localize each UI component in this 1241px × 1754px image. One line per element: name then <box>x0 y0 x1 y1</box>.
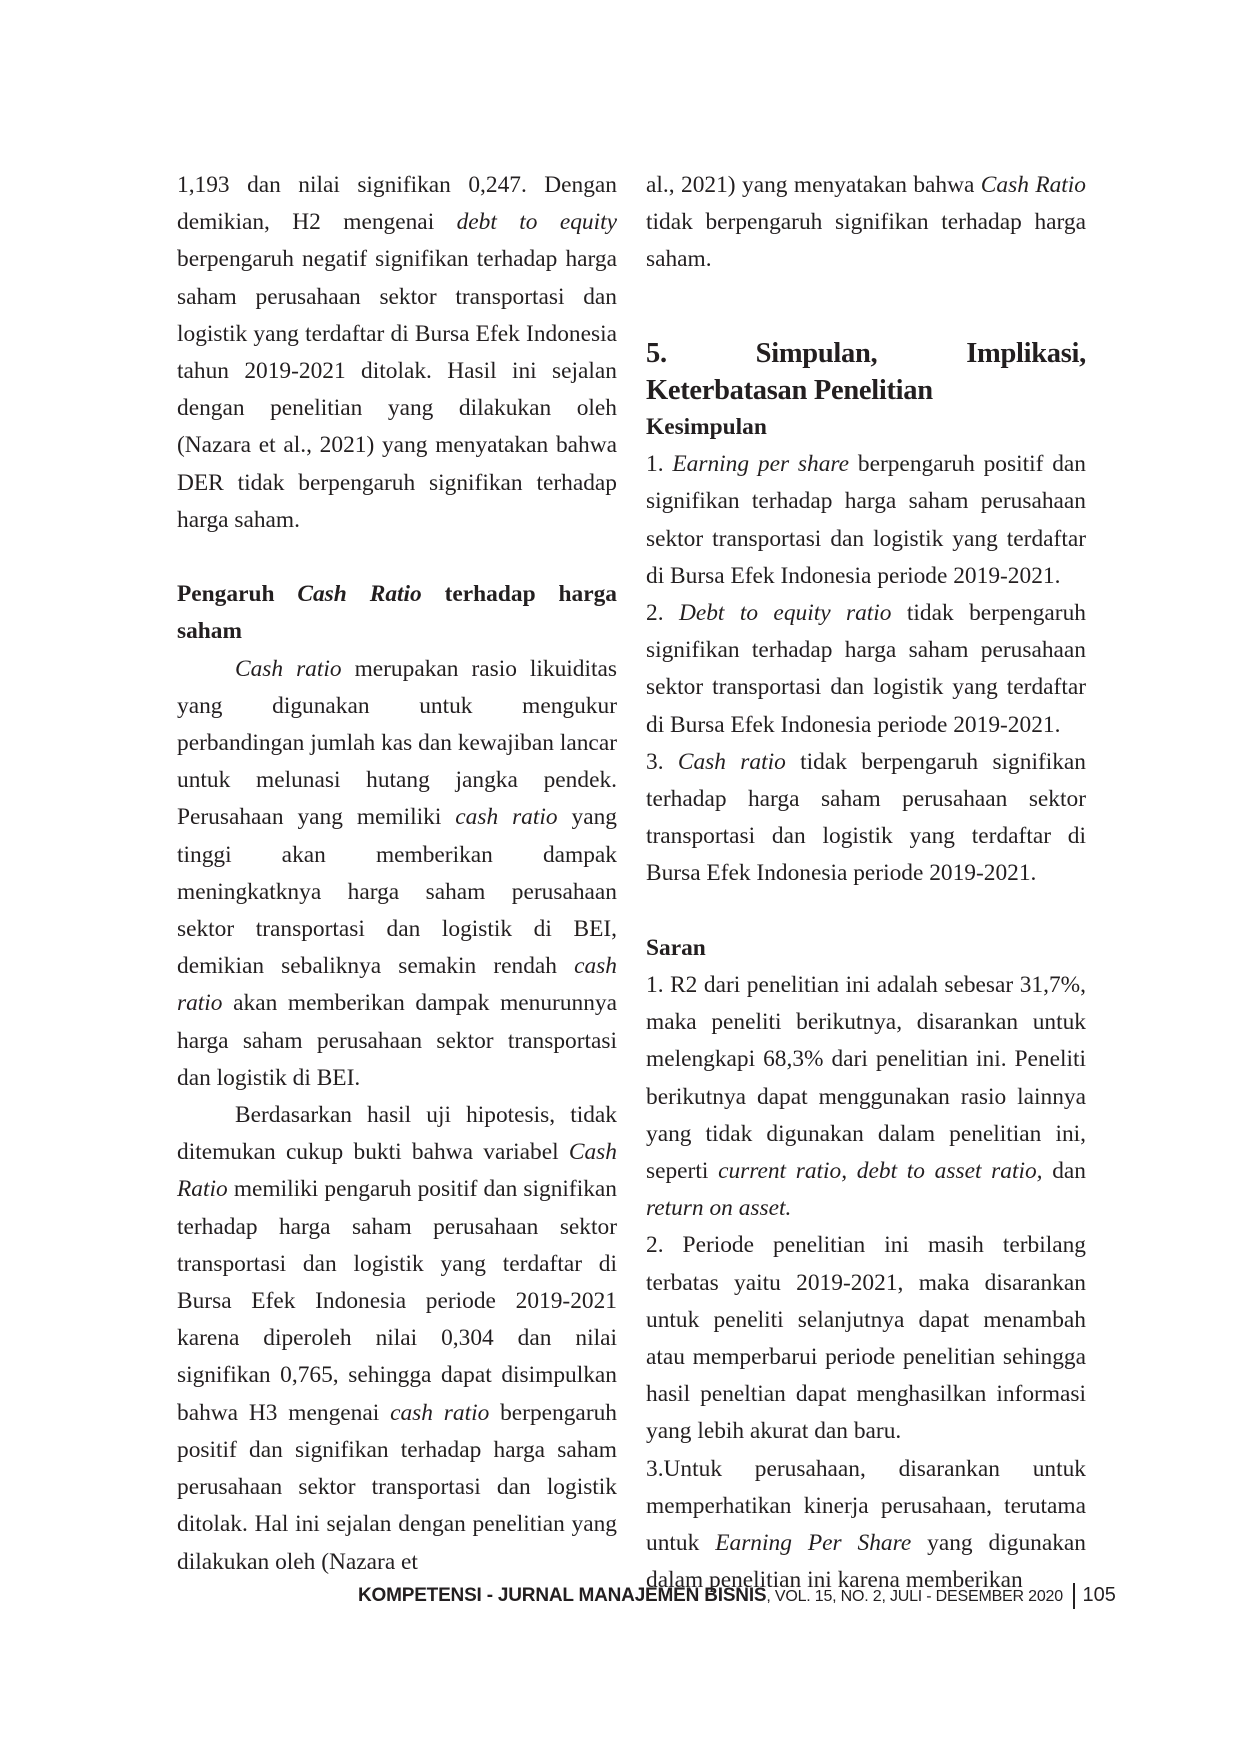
left-column <box>177 167 617 1581</box>
journal-name: KOMPETENSI - JURNAL MANAJEMEN BISNIS <box>358 1585 767 1606</box>
list-item: 3.Untuk perusahaan, disarankan untuk memperhatikan kinerja perusahaan, terutama untuk Earning Per Share yang digunakan dalam penelitian ini karena memberikan <box>646 1455 1086 1594</box>
subsection-heading: Saran <box>646 934 706 961</box>
page-number: 105 <box>1082 1584 1116 1606</box>
section-title: 5. Simpulan, Implikasi, Keterbatasan Penelitian <box>646 337 1086 406</box>
page-footer <box>358 1577 1158 1613</box>
paragraph: Berdasarkan hasil uji hipotesis, tidak ditemukan cukup bukti bahwa variabel Cash Ratio memiliki pengaruh positif dan signifikan terhadap harga saham perusahaan sektor transportasi dan logistik yang terdaftar di Bursa Efek Indonesia periode 2019-2021 karena diperoleh nilai 0,304 dan nilai signifikan 0,765, sehingga dapat disimpulkan bahwa H3 mengenai cash ratio berpengaruh positif dan signifikan terhadap harga saham perusahaan sektor transportasi dan logistik ditolak. Hal ini sejalan dengan penelitian yang dilakukan oleh (Nazara et <box>177 1102 617 1575</box>
paragraph: al., 2021) yang menyatakan bahwa Cash Ratio tidak berpengaruh signifikan terhadap harga saham. <box>646 172 1086 273</box>
list-item: 1. R2 dari penelitian ini adalah sebesar 31,7%, maka peneliti berikutnya, disarankan untuk melengkapi 68,3% dari penelitian ini. Peneliti berikutnya dapat menggunakan rasio lainnya yang tidak digunakan dalam penelitian ini, seperti current ratio, debt to asset ratio, dan return on asset. <box>646 972 1086 1222</box>
right-column <box>646 167 1086 1600</box>
list-item: 1. Earning per share berpengaruh positif dan signifikan terhadap harga saham perusahaan sektor transportasi dan logistik yang terdaftar di Bursa Efek Indonesia periode 2019-2021. <box>646 451 1086 589</box>
subsection-heading: Pengaruh Cash Ratio terhadap harga saham <box>177 581 617 645</box>
subsection-heading: Kesimpulan <box>646 414 767 441</box>
list-item: 2. Debt to equity ratio tidak berpengaruh signifikan terhadap harga saham perusahaan sektor transportasi dan logistik yang terdaftar di Bursa Efek Indonesia periode 2019-2021. <box>646 600 1086 738</box>
footer-divider <box>1073 1583 1075 1609</box>
paragraph: Cash ratio merupakan rasio likuiditas yang digunakan untuk mengukur perbandingan jumlah kas dan kewajiban lancar untuk melunasi hutang jangka pendek. Perusahaan yang memiliki cash ratio yang tinggi akan memberikan dampak meningkatknya harga saham perusahaan sektor transportasi dan logistik di BEI, demikian sebaliknya semakin rendah cash ratio akan memberikan dampak menurunnya harga saham perusahaan sektor transportasi dan logistik di BEI. <box>177 655 617 1091</box>
journal-volume: , VOL. 15, NO. 2, JULI - DESEMBER 2020 <box>766 1588 1063 1605</box>
list-item: 2. Periode penelitian ini masih terbilang terbatas yaitu 2019-2021, maka disarankan untuk peneliti selanjutnya dapat menambah atau memperbarui periode penelitian sehingga hasil peneltian dapat menghasilkan informasi yang lebih akurat dan baru. <box>646 1232 1086 1445</box>
list-item: 3. Cash ratio tidak berpengaruh signifikan terhadap harga saham perusahaan sektor transportasi dan logistik yang terdaftar di Bursa Efek Indonesia periode 2019-2021. <box>646 748 1087 887</box>
paragraph: 1,193 dan nilai signifikan 0,247. Dengan demikian, H2 mengenai debt to equity berpengaruh negatif signifikan terhadap harga saham perusahaan sektor transportasi dan logistik yang terdaftar di Bursa Efek Indonesia tahun 2019-2021 ditolak. Hasil ini sejalan dengan penelitian yang dilakukan oleh (Nazara et al., 2021) yang menyatakan bahwa DER tidak berpengaruh signifikan terhadap harga saham. <box>177 172 617 533</box>
